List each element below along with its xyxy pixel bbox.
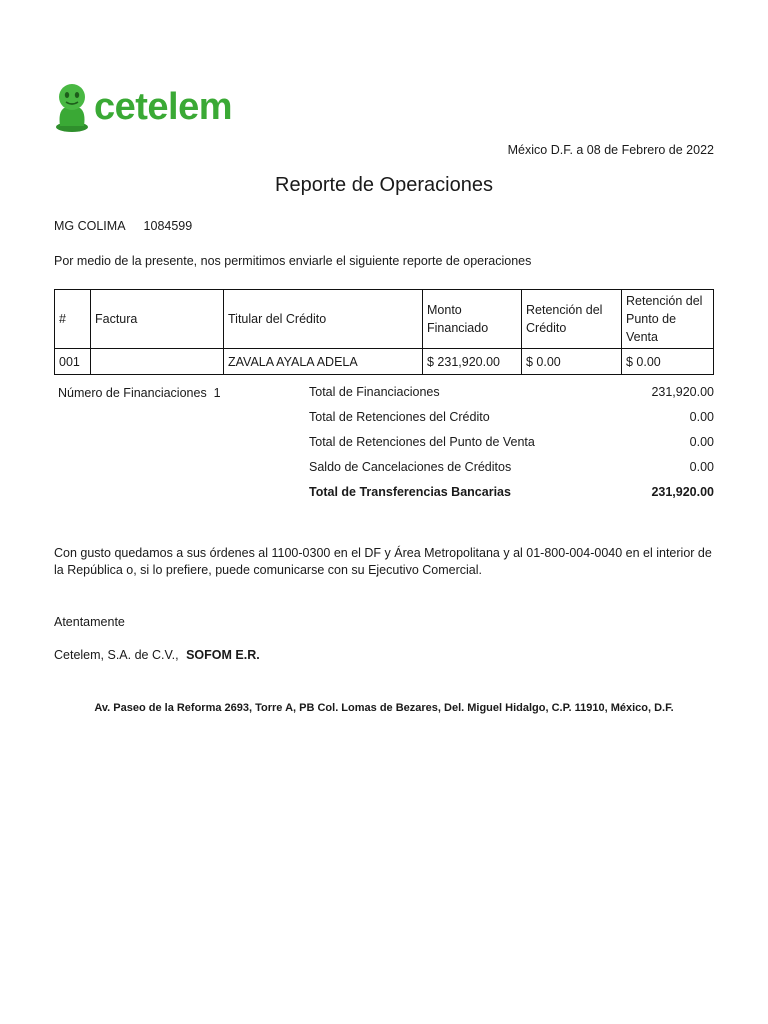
company-suffix: SOFOM E.R. xyxy=(186,648,260,662)
column-header: Retención del Crédito xyxy=(522,290,622,349)
total-row xyxy=(309,455,714,480)
footer-address: Av. Paseo de la Reforma 2693, Torre A, PB Col. Lomas de Bezares, Del. Miguel Hidalgo, C.P. 11910, México, D.F. xyxy=(94,702,674,714)
column-header: Titular del Crédito xyxy=(224,290,423,349)
grand-total-row xyxy=(309,480,714,505)
total-label: Total de Transferencias Bancarias xyxy=(309,485,511,499)
total-value: 231,920.00 xyxy=(651,385,714,399)
count-value: 1 xyxy=(213,386,221,400)
cetelem-logo xyxy=(54,82,239,134)
table-cell xyxy=(91,349,224,375)
company-signature xyxy=(54,648,260,662)
financing-count xyxy=(58,386,221,400)
table-cell: 001 xyxy=(55,349,91,375)
operations-table xyxy=(54,289,714,375)
brand-wordmark: cetelem xyxy=(94,86,233,128)
table-cell: ZAVALA AYALA ADELA xyxy=(224,349,423,375)
client-id: 1084599 xyxy=(143,219,193,233)
table-row xyxy=(55,349,714,375)
total-value: 231,920.00 xyxy=(651,485,714,499)
client-info xyxy=(54,219,192,233)
mascot-icon xyxy=(54,82,94,134)
total-value: 0.00 xyxy=(689,435,714,449)
column-header: Factura xyxy=(91,290,224,349)
total-label: Total de Retenciones del Crédito xyxy=(309,410,490,424)
closing-regards: Atentamente xyxy=(54,615,125,629)
page-title: Reporte de Operaciones xyxy=(275,174,493,196)
total-label: Total de Financiaciones xyxy=(309,385,440,399)
table-cell: $ 0.00 xyxy=(522,349,622,375)
column-header: Retención del Punto de Venta xyxy=(622,290,714,349)
date-line: México D.F. a 08 de Febrero de 2022 xyxy=(507,143,714,157)
total-row xyxy=(309,430,714,455)
total-value: 0.00 xyxy=(689,460,714,474)
table-cell: $ 0.00 xyxy=(622,349,714,375)
column-header: # xyxy=(55,290,91,349)
client-name: MG COLIMA xyxy=(54,219,126,233)
total-value: 0.00 xyxy=(689,410,714,424)
total-label: Saldo de Cancelaciones de Créditos xyxy=(309,460,512,474)
total-label: Total de Retenciones del Punto de Venta xyxy=(309,435,535,449)
total-row xyxy=(309,405,714,430)
company-name: Cetelem, S.A. de C.V., xyxy=(54,648,179,662)
count-label: Número de Financiaciones xyxy=(58,386,207,400)
contact-paragraph: Con gusto quedamos a sus órdenes al 1100-0300 en el DF y Área Metropolitana y al 01-800-004-0040 en el interior de la República o, si lo prefiere, puede comunicarse con su Ejecutivo Comercial. xyxy=(54,546,712,577)
column-header: Monto Financiado xyxy=(423,290,522,349)
total-row xyxy=(309,380,714,405)
totals-summary xyxy=(309,380,714,505)
table-header-row xyxy=(55,290,714,349)
table-cell: $ 231,920.00 xyxy=(423,349,522,375)
intro-text: Por medio de la presente, nos permitimos enviarle el siguiente reporte de operaciones xyxy=(54,254,532,268)
